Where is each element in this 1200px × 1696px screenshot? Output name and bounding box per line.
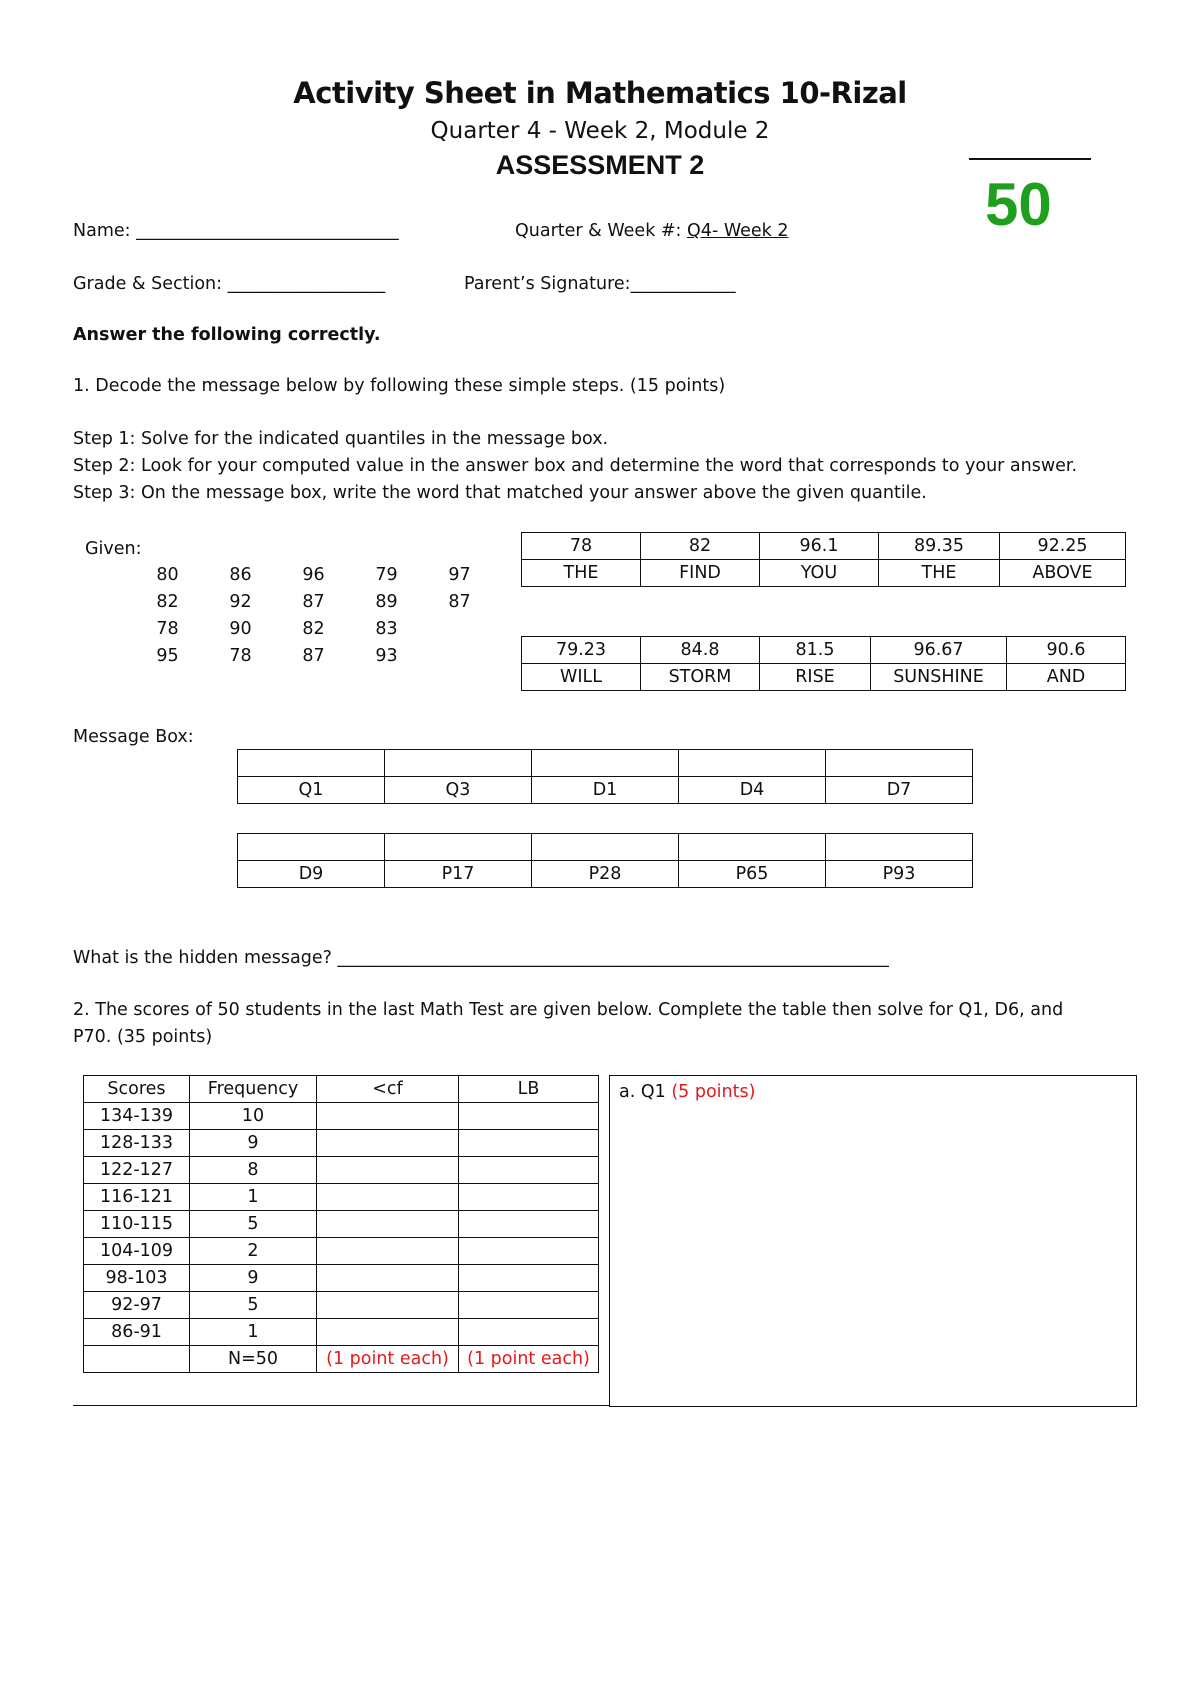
given-value: 93 xyxy=(375,645,398,666)
given-value: 78 xyxy=(156,618,179,639)
score-line xyxy=(969,158,1091,160)
column-header: Frequency xyxy=(190,1076,317,1103)
quarter-week-row xyxy=(515,221,788,241)
solution-label-row xyxy=(619,1082,755,1102)
answer-value: 84.8 xyxy=(641,637,760,664)
given-row xyxy=(131,588,496,615)
message-quantile-row xyxy=(238,777,973,804)
given-value xyxy=(423,615,496,642)
message-answer-row xyxy=(238,750,973,777)
given-value: 89 xyxy=(375,591,398,612)
bottom-rule xyxy=(73,1405,609,1406)
answer-value: 96.1 xyxy=(760,533,879,560)
step-text: Look for your computed value in the answer box and determine the word that corresponds to your answer. xyxy=(135,456,1078,476)
page-title: Activity Sheet in Mathematics 10-Rizal xyxy=(293,76,907,110)
frequency-value: 5 xyxy=(190,1211,317,1238)
score-interval: 110-115 xyxy=(84,1211,190,1238)
question-2-line-2: P70. (35 points) xyxy=(73,1027,213,1047)
quantile-label: P17 xyxy=(385,861,532,888)
answer-value: 78 xyxy=(522,533,641,560)
cf-cell[interactable] xyxy=(317,1238,459,1265)
quantile-label: P28 xyxy=(532,861,679,888)
quantile-label: P65 xyxy=(679,861,826,888)
quantile-label: D4 xyxy=(679,777,826,804)
table-row xyxy=(84,1157,599,1184)
answer-words-row xyxy=(522,560,1126,587)
score-interval: 128-133 xyxy=(84,1130,190,1157)
quarter-week-value: Q4- Week 2 xyxy=(687,221,789,241)
table-row xyxy=(84,1238,599,1265)
question-2-line-1: 2. The scores of 50 students in the last Math Test are given below. Complete the table then solve for Q1, D6, and xyxy=(73,1000,1064,1020)
table-row xyxy=(84,1211,599,1238)
table-row xyxy=(84,1292,599,1319)
answer-value: 90.6 xyxy=(1007,637,1126,664)
table-row xyxy=(84,1319,599,1346)
given-value: 97 xyxy=(448,564,471,585)
hidden-message-row xyxy=(73,948,889,968)
table-row xyxy=(84,1184,599,1211)
table-row xyxy=(84,1130,599,1157)
message-answer-row xyxy=(238,834,973,861)
frequency-header-row xyxy=(84,1076,599,1103)
message-answer-cell[interactable] xyxy=(238,750,385,777)
score-interval: 116-121 xyxy=(84,1184,190,1211)
total-score: 50 xyxy=(985,171,1052,238)
step-text: On the message box, write the word that matched your answer above the given quantile. xyxy=(135,483,927,503)
answer-value: 82 xyxy=(641,533,760,560)
lb-cell[interactable] xyxy=(459,1130,599,1157)
score-interval: 98-103 xyxy=(84,1265,190,1292)
frequency-value: 5 xyxy=(190,1292,317,1319)
score-interval: 134-139 xyxy=(84,1103,190,1130)
answer-value: 81.5 xyxy=(760,637,871,664)
question-1: 1. Decode the message below by following these simple steps. (15 points) xyxy=(73,376,726,396)
frequency-value: 1 xyxy=(190,1184,317,1211)
step-2 xyxy=(73,456,1077,476)
given-row xyxy=(131,642,496,669)
score-interval: 86-91 xyxy=(84,1319,190,1346)
answer-word: RISE xyxy=(760,664,871,691)
lb-cell[interactable] xyxy=(459,1319,599,1346)
message-box-label: Message Box: xyxy=(73,727,194,747)
given-data-table xyxy=(131,561,496,669)
name-label: Name: xyxy=(73,221,131,241)
column-header: LB xyxy=(459,1076,599,1103)
cf-cell[interactable] xyxy=(317,1211,459,1238)
given-value: 83 xyxy=(375,618,398,639)
score-interval: 104-109 xyxy=(84,1238,190,1265)
message-answer-cell[interactable] xyxy=(385,750,532,777)
message-box-1 xyxy=(237,749,973,804)
answer-word: THE xyxy=(522,560,641,587)
quantile-label: D9 xyxy=(238,861,385,888)
cf-cell[interactable] xyxy=(317,1157,459,1184)
step-text: Solve for the indicated quantiles in the message box. xyxy=(135,429,609,449)
given-value: 87 xyxy=(448,591,471,612)
answer-value: 96.67 xyxy=(871,637,1007,664)
solution-label: a. Q1 xyxy=(619,1082,666,1102)
hidden-message-label: What is the hidden message? xyxy=(73,948,332,968)
answer-word: FIND xyxy=(641,560,760,587)
grade-section-row xyxy=(73,274,385,294)
message-answer-cell[interactable] xyxy=(385,834,532,861)
given-value: 92 xyxy=(229,591,252,612)
points-note: (1 point each) xyxy=(459,1346,599,1373)
given-row xyxy=(131,615,496,642)
frequency-value: 1 xyxy=(190,1319,317,1346)
message-quantile-row xyxy=(238,861,973,888)
column-header: Scores xyxy=(84,1076,190,1103)
frequency-value: 10 xyxy=(190,1103,317,1130)
answer-values-row xyxy=(522,533,1126,560)
cf-cell[interactable] xyxy=(317,1184,459,1211)
quantile-label: D1 xyxy=(532,777,679,804)
given-row xyxy=(131,561,496,588)
page-subtitle: Quarter 4 - Week 2, Module 2 xyxy=(430,118,770,144)
given-value: 82 xyxy=(156,591,179,612)
grade-section-blank[interactable]: __________________ xyxy=(227,274,386,294)
answer-box-2 xyxy=(521,636,1126,691)
quarter-week-label: Quarter & Week #: xyxy=(515,221,682,241)
given-value: 96 xyxy=(302,564,325,585)
answer-word: YOU xyxy=(760,560,879,587)
answer-values-row xyxy=(522,637,1126,664)
footer-empty xyxy=(84,1346,190,1373)
message-answer-cell[interactable] xyxy=(532,834,679,861)
cf-cell[interactable] xyxy=(317,1319,459,1346)
answer-word: THE xyxy=(879,560,1000,587)
answer-box-1 xyxy=(521,532,1126,587)
score-interval: 122-127 xyxy=(84,1157,190,1184)
lb-cell[interactable] xyxy=(459,1265,599,1292)
step-label: Step 2: xyxy=(73,456,136,476)
name-row xyxy=(73,221,399,241)
given-value xyxy=(423,642,496,669)
given-value: 82 xyxy=(302,618,325,639)
step-3 xyxy=(73,483,927,503)
parent-signature-blank[interactable]: ____________ xyxy=(630,274,736,294)
lb-cell[interactable] xyxy=(459,1157,599,1184)
instructions-heading: Answer the following correctly. xyxy=(73,325,381,345)
step-label: Step 1: xyxy=(73,429,136,449)
answer-value: 89.35 xyxy=(879,533,1000,560)
lb-cell[interactable] xyxy=(459,1292,599,1319)
given-label: Given: xyxy=(85,539,142,559)
table-row xyxy=(84,1265,599,1292)
frequency-value: 9 xyxy=(190,1265,317,1292)
answer-value: 92.25 xyxy=(1000,533,1126,560)
name-blank[interactable]: ______________________________ xyxy=(136,221,399,241)
message-answer-cell[interactable] xyxy=(532,750,679,777)
given-value: 87 xyxy=(302,591,325,612)
frequency-table xyxy=(83,1075,599,1373)
given-value: 86 xyxy=(229,564,252,585)
cf-cell[interactable] xyxy=(317,1130,459,1157)
given-value: 95 xyxy=(156,645,179,666)
cf-cell[interactable] xyxy=(317,1265,459,1292)
hidden-message-blank[interactable]: _______________________________________________________________ xyxy=(337,948,889,968)
lb-cell[interactable] xyxy=(459,1103,599,1130)
cf-cell[interactable] xyxy=(317,1103,459,1130)
quantile-label: P93 xyxy=(826,861,973,888)
message-answer-cell[interactable] xyxy=(826,750,973,777)
quantile-label: Q3 xyxy=(385,777,532,804)
lb-cell[interactable] xyxy=(459,1211,599,1238)
cf-cell[interactable] xyxy=(317,1292,459,1319)
frequency-value: 8 xyxy=(190,1157,317,1184)
score-interval: 92-97 xyxy=(84,1292,190,1319)
lb-cell[interactable] xyxy=(459,1238,599,1265)
message-answer-cell[interactable] xyxy=(679,834,826,861)
answer-words-row xyxy=(522,664,1126,691)
quantile-label: D7 xyxy=(826,777,973,804)
answer-value: 79.23 xyxy=(522,637,641,664)
frequency-value: 9 xyxy=(190,1130,317,1157)
answer-word: WILL xyxy=(522,664,641,691)
given-value: 80 xyxy=(156,564,179,585)
answer-word: STORM xyxy=(641,664,760,691)
given-value: 79 xyxy=(375,564,398,585)
frequency-value: 2 xyxy=(190,1238,317,1265)
table-row xyxy=(84,1103,599,1130)
points-note: (1 point each) xyxy=(317,1346,459,1373)
message-box-2 xyxy=(237,833,973,888)
message-answer-cell[interactable] xyxy=(826,834,973,861)
answer-word: ABOVE xyxy=(1000,560,1126,587)
grade-section-label: Grade & Section: xyxy=(73,274,223,294)
column-header: <cf xyxy=(317,1076,459,1103)
given-value: 78 xyxy=(229,645,252,666)
step-label: Step 3: xyxy=(73,483,136,503)
parent-signature-row xyxy=(464,274,736,294)
total-n: N=50 xyxy=(190,1346,317,1373)
quantile-label: Q1 xyxy=(238,777,385,804)
answer-word: SUNSHINE xyxy=(871,664,1007,691)
given-value: 90 xyxy=(229,618,252,639)
step-1 xyxy=(73,429,608,449)
message-answer-cell[interactable] xyxy=(679,750,826,777)
assessment-heading: ASSESSMENT 2 xyxy=(495,150,705,180)
solution-box[interactable] xyxy=(609,1075,1137,1407)
answer-word: AND xyxy=(1007,664,1126,691)
solution-points: (5 points) xyxy=(671,1082,756,1102)
lb-cell[interactable] xyxy=(459,1184,599,1211)
table-footer-row xyxy=(84,1346,599,1373)
message-answer-cell[interactable] xyxy=(238,834,385,861)
parent-signature-label: Parent’s Signature: xyxy=(464,274,631,294)
given-value: 87 xyxy=(302,645,325,666)
